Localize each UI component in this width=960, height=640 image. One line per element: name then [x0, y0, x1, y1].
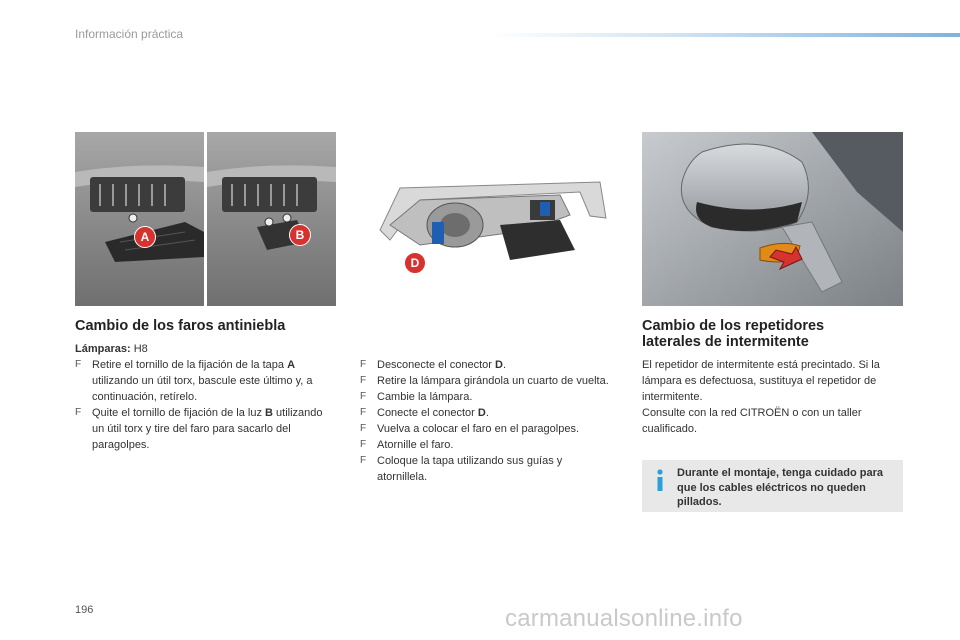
step-item: [360, 405, 615, 421]
bullet-arrow-icon: F: [75, 359, 82, 370]
side-mirror-photo: [642, 132, 903, 306]
info-note-text: Durante el montaje, tenga cuidado para que los cables eléctricos no queden pillados.: [677, 467, 883, 508]
callout-b: B: [289, 224, 311, 246]
fog-lamp-unit-photo: [207, 132, 336, 306]
step-text: Conecte el conector D.: [377, 407, 489, 419]
step-text: Quite el tornillo de fijación de la luz B utilizando un útil torx y tire del faro para sacarlo del paragolpes.: [92, 407, 323, 451]
step-item: [360, 453, 615, 485]
bullet-arrow-icon: F: [360, 391, 367, 402]
watermark: carmanualsonline.info: [505, 605, 743, 632]
repeater-title-line2: laterales de intermitente: [642, 334, 809, 350]
fog-lamp-cover-photo: [75, 132, 204, 306]
bullet-arrow-icon: F: [75, 407, 82, 418]
bullet-arrow-icon: F: [360, 375, 367, 386]
fog-lamp-removed-photo: [360, 170, 610, 280]
callout-d: D: [404, 252, 426, 274]
step-item: [75, 405, 335, 453]
info-note-box: [642, 460, 903, 512]
step-item: [360, 437, 615, 453]
step-text: Retire la lámpara girándola un cuarto de vuelta.: [377, 375, 609, 387]
callout-a: A: [134, 226, 156, 248]
bullet-arrow-icon: F: [360, 407, 367, 418]
lamps-spec: [75, 341, 148, 357]
bullet-arrow-icon: F: [360, 455, 367, 466]
bullet-arrow-icon: F: [360, 359, 367, 370]
step-item: [360, 389, 615, 405]
step-text: Atornille el faro.: [377, 439, 454, 451]
page-number: 196: [75, 604, 94, 616]
step-text: Retire el tornillo de la fijación de la tapa A utilizando un útil torx, bascule este último y, a continuación, retírelo.: [92, 359, 313, 403]
fog-lamp-section-title: Cambio de los faros antiniebla: [75, 318, 286, 334]
fog-steps-right: [360, 357, 615, 485]
step-item: [360, 421, 615, 437]
fog-steps-left: [75, 357, 335, 453]
repeater-paragraph-1: El repetidor de intermitente está precintado. Si la lámpara es defectuosa, sustituya el repetidor de intermitente.: [642, 359, 880, 403]
bullet-arrow-icon: F: [360, 439, 367, 450]
repeater-title-line1: Cambio de los repetidores: [642, 318, 825, 334]
lamps-value: H8: [130, 343, 148, 355]
bullet-arrow-icon: F: [360, 423, 367, 434]
info-icon: [653, 468, 667, 492]
step-item: [360, 373, 615, 389]
step-text: Desconecte el conector D.: [377, 359, 507, 371]
step-text: Cambie la lámpara.: [377, 391, 473, 403]
step-item: [360, 357, 615, 373]
header-accent-bar: [490, 33, 960, 37]
step-text: Coloque la tapa utilizando sus guías y atornillela.: [377, 455, 563, 483]
step-item: [75, 357, 335, 405]
repeater-paragraph-2: Consulte con la red CITROËN o con un taller cualificado.: [642, 407, 862, 435]
repeater-section-title: [642, 318, 824, 350]
page-header-title: Información práctica: [75, 27, 184, 41]
lamps-label: Lámparas:: [75, 343, 131, 355]
step-text: Vuelva a colocar el faro en el paragolpes.: [377, 423, 579, 435]
